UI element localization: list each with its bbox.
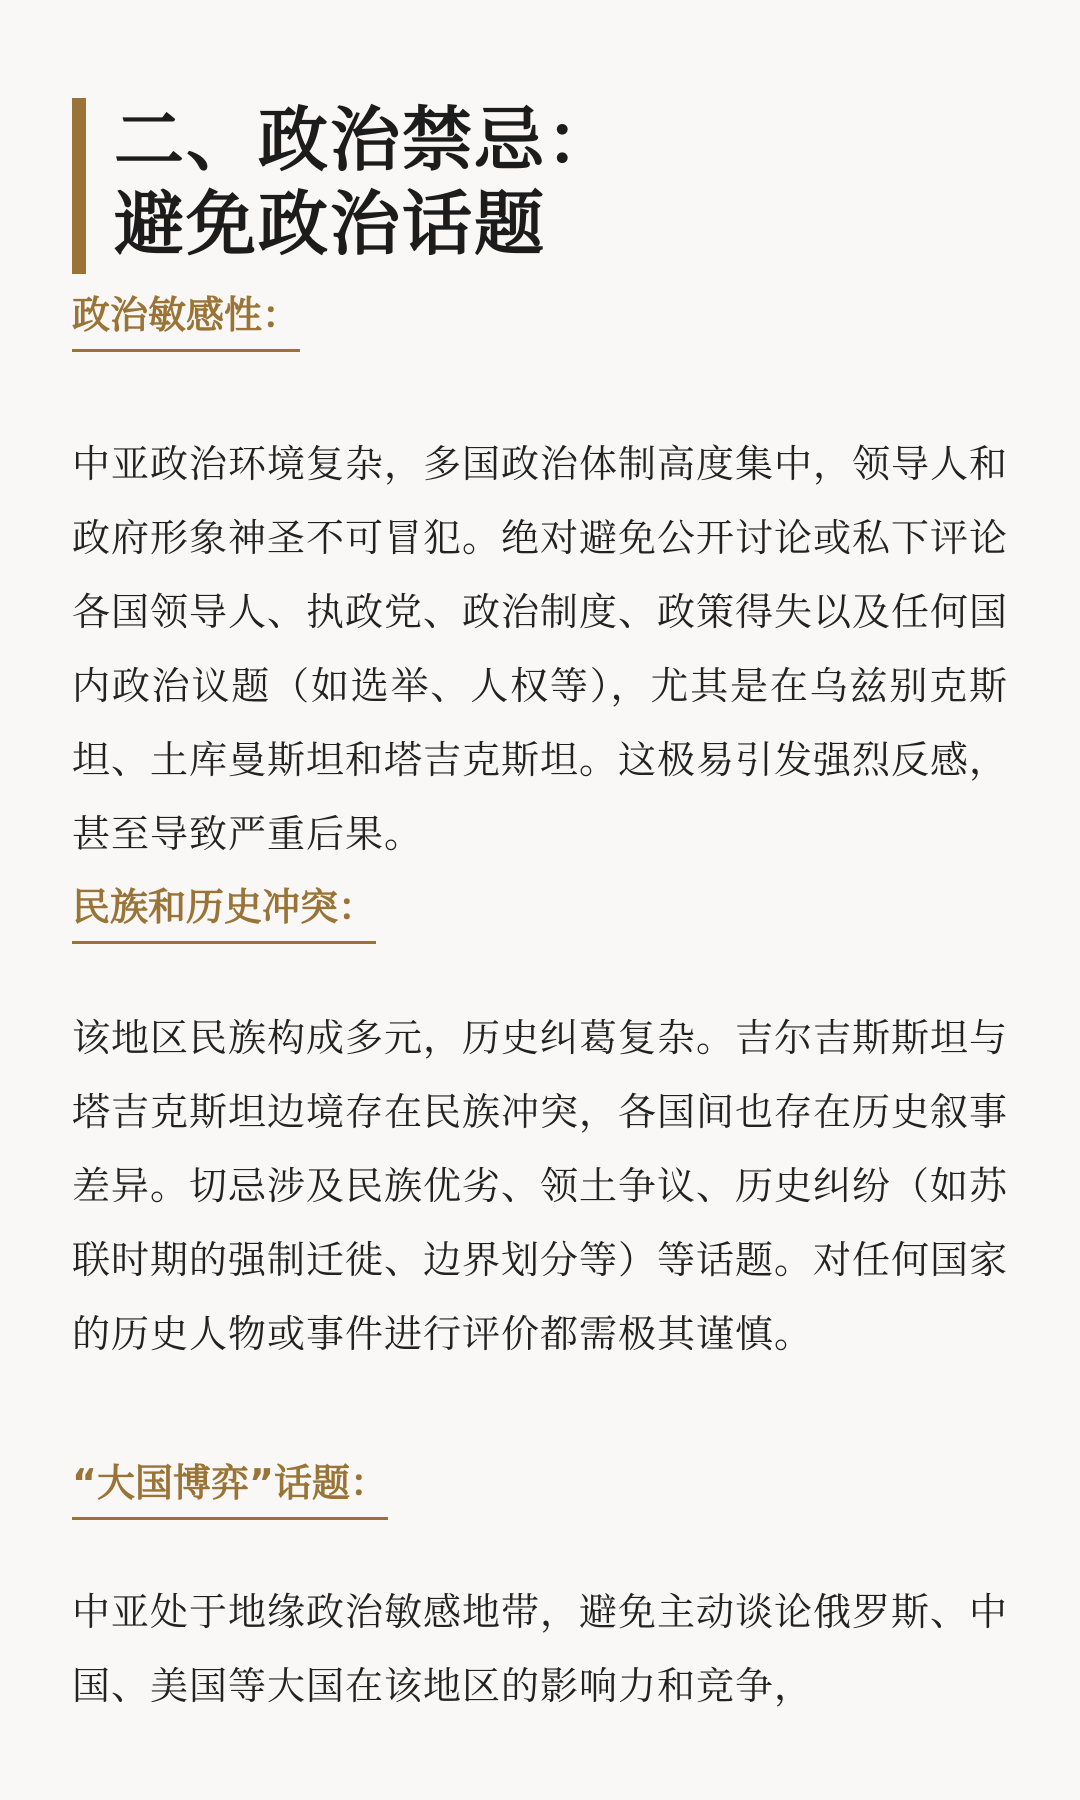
title-block xyxy=(72,98,772,274)
section-body-ethnic-history: 该地区民族构成多元，历史纠葛复杂。吉尔吉斯斯坦与塔吉克斯坦边境存在民族冲突，各国间也存在历史叙事差异。切忌涉及民族优劣、领土争议、历史纠纷（如苏联时期的强制迁徙、边界划分等）等话题。对任何国家的历史人物或事件进行评价都需极其谨慎。 xyxy=(72,1016,1009,1356)
section-heading-great-game: “大国博弈”话题： xyxy=(72,1461,388,1520)
section-heading-political-sensitivity: 政治敏感性： xyxy=(72,293,300,352)
section-body-political-sensitivity: 中亚政治环境复杂，多国政治体制高度集中，领导人和政府形象神圣不可冒犯。绝对避免公开讨论或私下评论各国领导人、执政党、政治制度、政策得失以及任何国内政治议题（如选举、人权等），尤其是在乌兹别克斯坦、土库曼斯坦和塔吉克斯坦。这极易引发强烈反感，甚至导致严重后果。 xyxy=(72,442,1009,856)
section-heading-ethnic-history: 民族和历史冲突： xyxy=(72,885,376,944)
page-title-line-1: 二、政治禁忌： xyxy=(114,99,618,181)
section-body-great-game: 中亚处于地缘政治敏感地带，避免主动谈论俄罗斯、中国、美国等大国在该地区的影响力和竞争， xyxy=(72,1590,1009,1708)
page-title-line-2: 避免政治话题 xyxy=(114,183,546,265)
